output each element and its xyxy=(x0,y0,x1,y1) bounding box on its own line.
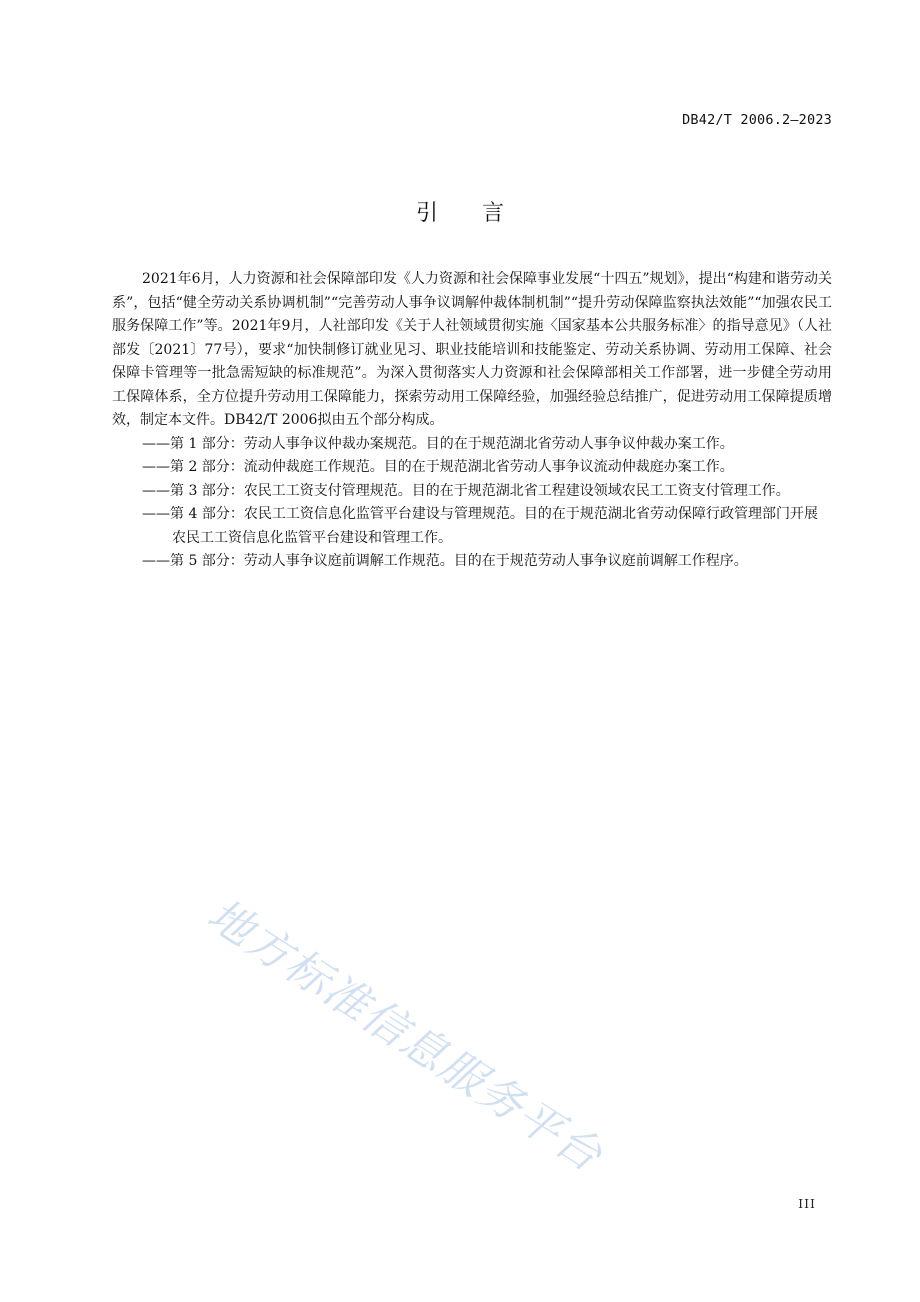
page-number: III xyxy=(798,1196,816,1211)
list-item-part-4: ——第 4 部分：农民工工资信息化监管平台建设与管理规范。目的在于规范湖北省劳动保障行政管理部门开展农民工工资信息化监管平台建设和管理工作。 xyxy=(142,506,818,546)
intro-paragraph: 2021年6月，人力资源和社会保障部印发《人力资源和社会保障事业发展“十四五”规划》，提出“构建和谐劳动关系”，包括“健全劳动关系协调机制”“完善劳动人事争议调解仲裁体制机制”“提升劳动保障监察执法效能”“加强农民工服务保障工作”等。2021年9月，人社部印发《关于人社领域贯彻实施〈国家基本公共服务标准〉的指导意见》（人社部发〔2021〕77号），要求“加快制修订就业见习、职业技能培训和技能鉴定、劳动关系协调、劳动用工保障、社会保障卡管理等一批急需短缺的标准规范”。为深入贯彻落实人力资源和社会保障部相关工作部署，进一步健全劳动用工保障体系，全方位提升劳动用工保障能力，探索劳动用工保障经验，加强经验总结推广，促进劳动用工保障提质增效，制定本文件。DB42/T 2006拟由五个部分构成。 xyxy=(112,271,832,428)
document-code: DB42/T 2006.2—2023 xyxy=(682,112,832,128)
list-item-part-5: ——第 5 部分：劳动人事争议庭前调解工作规范。目的在于规范劳动人事争议庭前调解工作程序。 xyxy=(142,553,748,569)
list-item-part-3: ——第 3 部分：农民工工资支付管理规范。目的在于规范湖北省工程建设领域农民工工资支付管理工作。 xyxy=(142,482,790,499)
list-item-part-1: ——第 1 部分：劳动人事争议仲裁办案规范。目的在于规范湖北省劳动人事争议仲裁办案工作。 xyxy=(142,435,734,452)
page-title: 引言 xyxy=(415,201,548,226)
watermark: 地方标准信息服务平台 xyxy=(198,889,612,1183)
list-item-part-2: ——第 2 部分：流动仲裁庭工作规范。目的在于规范湖北省劳动人事争议流动仲裁庭办案工作。 xyxy=(142,459,734,475)
part-list xyxy=(112,433,832,574)
introduction-body xyxy=(112,268,832,574)
